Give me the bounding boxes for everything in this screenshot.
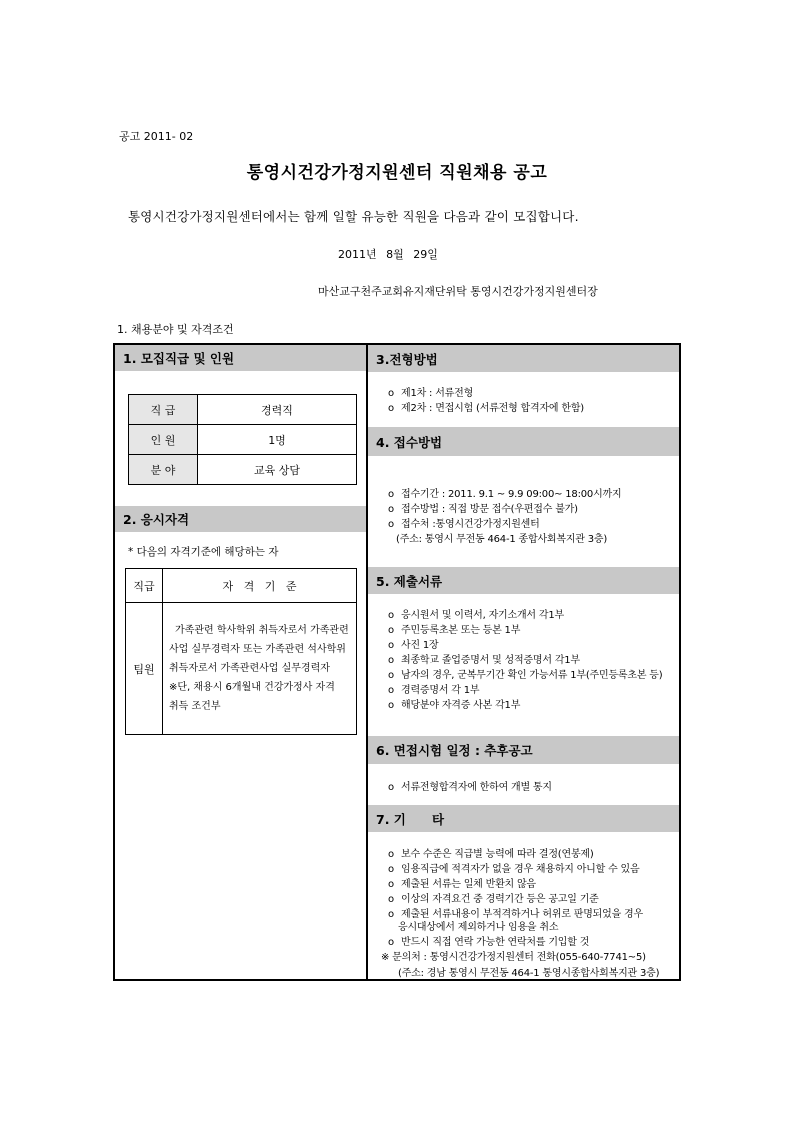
- bullet-icon: o: [388, 782, 394, 793]
- bullet-icon: o: [388, 849, 394, 860]
- contact-line: ※ 문의처 : 통영시건강가정지원센터 전화(055-640-7741~5): [381, 952, 646, 963]
- criteria-line: 취득자로서 가족관련사업 실무경력자: [169, 663, 330, 674]
- list-item: [388, 515, 540, 530]
- list-item: [388, 696, 520, 711]
- bullet-icon: o: [388, 655, 394, 666]
- page-title: 통영시건강가정지원센터 직원채용 공고: [246, 163, 548, 183]
- list-item-text: 서류전형합격자에 한하여 개별 통지: [401, 782, 552, 793]
- qualification-table: [125, 568, 357, 735]
- qualification-note: * 다음의 자격기준에 해당하는 자: [128, 546, 279, 558]
- qualification-header: [115, 506, 366, 532]
- list-item: [388, 845, 594, 860]
- list-item-text: 제출된 서류내용이 부적격하거나 허위로 판명되었을 경우: [401, 909, 643, 920]
- bullet-icon: o: [388, 909, 394, 920]
- s4-address: (주소: 통영시 무전동 464-1 종합사회복지관 3층): [396, 534, 608, 545]
- list-item-text: 제2차 : 면접시험 (서류전형 합격자에 한함): [401, 403, 584, 414]
- list-item-text: 접수처 :통영시건강가정지원센터: [401, 519, 540, 530]
- list-item-text: 반드시 직접 연락 가능한 연락처를 기입할 것: [401, 937, 590, 948]
- col-grade-header: 직급: [126, 569, 163, 603]
- list-item: [388, 875, 536, 890]
- recruit-table: [128, 394, 357, 485]
- list-item: [388, 636, 439, 651]
- bullet-icon: o: [388, 670, 394, 681]
- list-item-text: 제출된 서류는 일체 반환치 않음: [401, 879, 536, 890]
- s3-header: [368, 345, 679, 372]
- list-item-text: 주민등록초본 또는 등본 1부: [401, 625, 521, 636]
- qualification-header-row: [126, 569, 357, 603]
- list-item-continuation: 응시대상에서 제외하거나 임용을 취소: [398, 922, 559, 933]
- bullet-icon: o: [388, 700, 394, 711]
- s6-header-label: 6. 면접시험 일정 : 추후공고: [376, 743, 533, 758]
- bullet-icon: o: [388, 625, 394, 636]
- s5-header: [368, 567, 679, 594]
- list-item-text: 최종학교 졸업증명서 및 성적증명서 각1부: [401, 655, 580, 666]
- recruit-value-grade: 경력직: [198, 395, 357, 425]
- recruit-row: [129, 455, 357, 485]
- notice-date: 2011년 8월 29일: [338, 248, 438, 261]
- list-item: [388, 860, 639, 875]
- list-item: [388, 606, 564, 621]
- list-item: [388, 778, 552, 793]
- bullet-icon: o: [388, 864, 394, 875]
- grade-cell: 팀원: [126, 603, 163, 735]
- criteria-line: ※단, 채용시 6개월내 건강가정사 자격: [169, 682, 335, 693]
- list-item-text: 접수기간 : 2011. 9.1 ~ 9.9 09:00~ 18:00시까지: [401, 489, 622, 500]
- s7-header: [368, 805, 679, 832]
- s4-header-label: 4. 접수방법: [376, 434, 443, 450]
- criteria-cell: [163, 603, 357, 735]
- recruit-header: [115, 345, 366, 371]
- list-item: [388, 621, 520, 636]
- bullet-icon: o: [388, 640, 394, 651]
- bullet-icon: o: [388, 489, 394, 500]
- qualification-header-label: 2. 응시자격: [123, 512, 190, 527]
- list-item-text: 이상의 자격요건 중 경력기간 등은 공고일 기준: [401, 894, 599, 905]
- list-item: [388, 890, 599, 905]
- list-item: [388, 399, 584, 414]
- bullet-icon: o: [388, 519, 394, 530]
- s5-header-label: 5. 제출서류: [376, 573, 443, 589]
- list-item-text: 보수 수준은 직급별 능력에 따라 결정(연봉제): [401, 849, 594, 860]
- list-item-text: 남자의 경우, 군복무기간 확인 가능서류 1부(주민등록초본 등): [401, 670, 663, 681]
- bullet-icon: o: [388, 894, 394, 905]
- list-item-text: 접수방법 : 직접 방문 접수(우편접수 불가): [401, 504, 578, 515]
- list-item-text: 응시원서 및 이력서, 자기소개서 각1부: [401, 610, 564, 621]
- s3-header-label: 3.전형방법: [376, 351, 438, 367]
- col-criteria-header: 자 격 기 준: [163, 569, 357, 603]
- list-item: [388, 500, 578, 515]
- criteria-line: 취득 조건부: [169, 701, 221, 712]
- recruit-row: [129, 395, 357, 425]
- recruit-value-field: 교육 상담: [198, 455, 357, 485]
- bullet-icon: o: [388, 685, 394, 696]
- bullet-icon: o: [388, 504, 394, 515]
- recruit-label-field: 분 야: [129, 455, 198, 485]
- bullet-icon: o: [388, 937, 394, 948]
- list-item-text: 경력증명서 각 1부: [401, 685, 480, 696]
- bullet-icon: o: [388, 610, 394, 621]
- list-item-text: 해당분야 자격증 사본 각1부: [401, 700, 521, 711]
- notice-number: 공고 2011- 02: [119, 130, 194, 143]
- list-item: [388, 384, 473, 399]
- list-item: [388, 485, 621, 500]
- s7-address: (주소: 경남 통영시 무전동 464-1 통영시종합사회복지관 3층): [398, 968, 660, 979]
- criteria-line: 사업 실무경력자 또는 가족관련 석사학위: [169, 644, 346, 655]
- list-item: [388, 933, 589, 948]
- recruit-header-label: 1. 모집직급 및 인원: [123, 351, 235, 366]
- bullet-icon: o: [388, 879, 394, 890]
- bullet-icon: o: [388, 403, 394, 414]
- list-item: [388, 651, 580, 666]
- s7-header-label: 7. 기 타: [376, 811, 445, 827]
- criteria-line: 가족관련 학사학위 취득자로서 가족관련: [175, 625, 349, 636]
- qualification-row: [126, 603, 357, 735]
- intro-text: 통영시건강가정지원센터에서는 함께 일할 유능한 직원을 다음과 같이 모집합니다.: [128, 209, 579, 224]
- list-item-text: 사진 1장: [401, 640, 439, 651]
- s4-header: [368, 427, 679, 456]
- section-title: 1. 채용분야 및 자격조건: [117, 323, 234, 336]
- list-item: [388, 681, 479, 696]
- bullet-icon: o: [388, 388, 394, 399]
- list-item-text: 임용직급에 적격자가 없을 경우 채용하지 아니할 수 있음: [401, 864, 640, 875]
- list-item: [388, 666, 662, 681]
- recruit-row: [129, 425, 357, 455]
- s6-header: [368, 736, 679, 764]
- recruit-value-count: 1명: [198, 425, 357, 455]
- list-item-text: 제1차 : 서류전형: [401, 388, 474, 399]
- issuer: 마산교구천주교회유지재단위탁 통영시건강가정지원센터장: [318, 285, 598, 298]
- recruit-label-grade: 직 급: [129, 395, 198, 425]
- recruit-label-count: 인 원: [129, 425, 198, 455]
